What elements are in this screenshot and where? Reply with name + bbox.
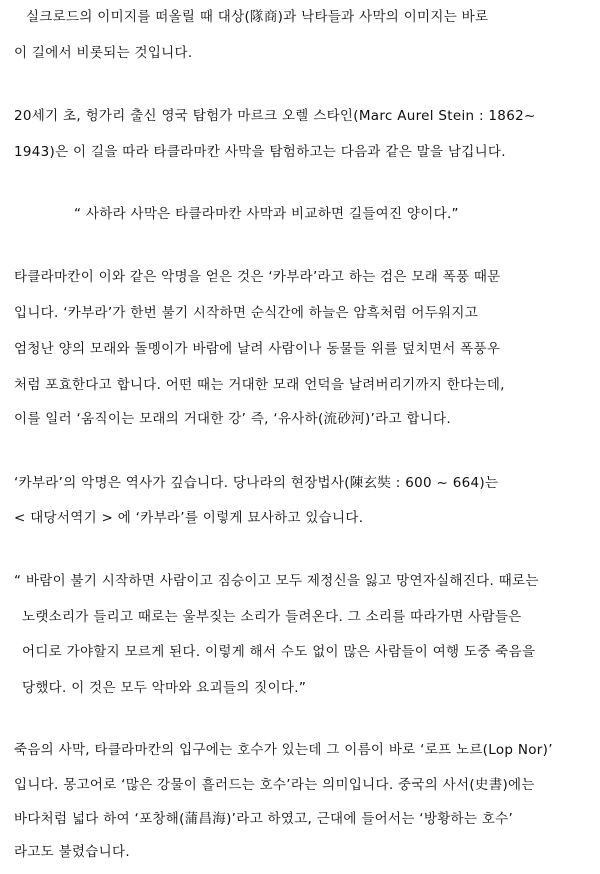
quote-line: “ 바람이 불기 시작하면 사람이고 짐승이고 모두 제정신을 잃고 망연자실해진다. 때로는 [14,573,539,589]
text-line: 죽음의 사막, 타클라마칸의 입구에는 호수가 있는데 그 이름이 바로 ‘로프 노르(Lop Nor)’ [14,742,553,758]
text-line: 이를 일러 ‘움직이는 모래의 거대한 강’ 즉, ‘유사하(流砂河)’라고 합니다. [14,411,451,427]
text-line: 20세기 초, 헝가리 출신 영국 탐험가 마르크 오렐 스타인(Marc Aurel Stein : 1862~ [14,108,536,124]
text-line: < 대당서역기 > 에 ‘카부라’를 이렇게 묘사하고 있습니다. [14,510,364,526]
text-line: 실크로드의 이미지를 떠올릴 때 대상(隊商)과 낙타들과 사막의 이미지는 바로 [26,9,489,25]
text-line: 처럼 포효한다고 합니다. 어떤 때는 거대한 모래 언덕을 날려버리기까지 한다는데, [14,377,505,393]
text-line: 엄청난 양의 모래와 돌멩이가 바람에 날려 사람이나 동물들 위를 덮치면서 폭풍우 [14,341,501,357]
text-line: 1943)은 이 길을 따라 타클라마칸 사막을 탐험하고는 다음과 같은 말을 남깁니다. [14,144,506,160]
quote-line: 어디로 가야할지 모르게 된다. 이렇게 해서 수도 없이 많은 사람들이 여행 도중 죽음을 [22,644,536,660]
text-line: 바다처럼 넓다 하여 ‘포창해(蒲昌海)’라고 하였고, 근대에 들어서는 ‘방황하는 호수’ [14,811,514,827]
text-line: 입니다. ‘카부라’가 한번 불기 시작하면 순식간에 하늘은 암흑처럼 어두워지고 [14,305,479,321]
quote-line: 당했다. 이 것은 모두 악마와 요괴들의 짓이다.” [22,680,307,696]
text-line: 이 길에서 비롯되는 것입니다. [14,45,193,61]
quote-line: 노랫소리가 들리고 때로는 울부짖는 소리가 들려온다. 그 소리를 따라가면 사람들은 [22,609,522,625]
text-line: 입니다. 몽고어로 ‘많은 강물이 흘러드는 호수’라는 의미입니다. 중국의 사서(史書)에는 [14,777,535,793]
quote-line: “ 사하라 사막은 타클라마칸 사막과 비교하면 길들여진 양이다.” [74,206,459,222]
text-line: 라고도 불렸습니다. [14,844,130,860]
text-line: ‘카부라’의 악명은 역사가 깊습니다. 당나라의 현장법사(陳玄奘 : 600 ~ 664)는 [14,475,499,491]
text-line: 타클라마칸이 이와 같은 악명을 얻은 것은 ‘카부라’라고 하는 검은 모래 폭풍 때문 [14,269,501,285]
